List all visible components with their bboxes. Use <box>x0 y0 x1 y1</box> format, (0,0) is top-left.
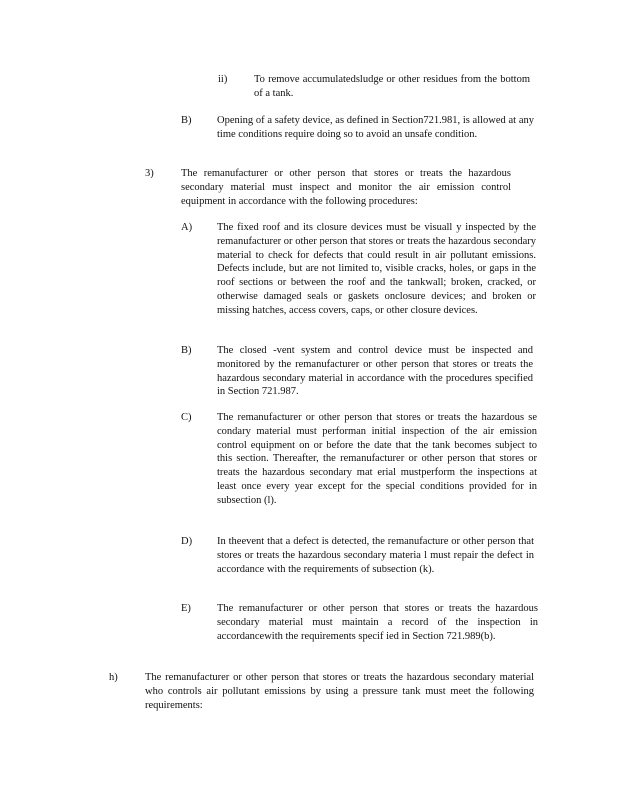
item-marker: h) <box>109 672 118 683</box>
item-marker: D) <box>181 536 193 547</box>
item-c-initial-inspection <box>181 411 537 508</box>
item-e-maintain-record <box>181 602 538 643</box>
item-text: The fixed roof and its closure devices must be visuall y inspected by the remanufacturer or other person that stores or treats the hazardous secondary material to check for defects that could result in air pollutant emissions. Defects include, but are not limited to, visible cracks, holes, or gaps in the roof sections or between the roof and the tankwall; broken, cracked, or otherwise damaged seals or gaskets onclosure devices; and broken or missing hatches, access covers, caps, or other closure devices. <box>217 222 536 316</box>
item-ii-remove-sludge <box>218 73 530 101</box>
item-d-repair-defect <box>181 535 534 576</box>
item-text: The remanufacturer or other person that stores or treats the hazardous se condary material must performan initial inspection of the air emission control equipment on or before the date that the tank becomes subject to this section. Thereafter, the remanufacturer or other person that stores or treats the hazardous secondary mat erial mustperform the inspections at least once every year except for the special conditions provided for in subsection (l). <box>217 412 537 506</box>
item-b-closed-vent <box>181 344 533 399</box>
item-a-fixed-roof <box>181 221 536 318</box>
item-marker: C) <box>181 412 192 423</box>
item-marker: B) <box>181 115 192 126</box>
item-marker: B) <box>181 345 192 356</box>
item-3-inspect-monitor <box>145 167 511 208</box>
item-text: To remove accumulatedsludge or other residues from the bottom of a tank. <box>254 74 530 99</box>
item-marker: 3) <box>145 168 154 179</box>
item-h-pressure-tank <box>109 671 534 712</box>
item-marker: E) <box>181 603 191 614</box>
item-marker: A) <box>181 222 193 233</box>
item-text: In theevent that a defect is detected, the remanufacture or other person that stores or treats the hazardous secondary materia l must repair the defect in accordance with the requirements of subsection (k). <box>217 536 534 575</box>
item-text: The remanufacturer or other person that stores or treats the hazardous secondary material must maintain a record of the inspection in accordancewith the requirements specif ied in Section 721.989(b). <box>217 603 538 642</box>
item-text: The closed -vent system and control device must be inspected and monitored by the remanufacturer or other person that stores or treats the hazardous secondary material in accordance with the procedures specified in Section 721.987. <box>217 345 533 398</box>
item-marker: ii) <box>218 74 228 85</box>
item-text: Opening of a safety device, as defined in Section721.981, is allowed at any time conditions require doing so to avoid an unsafe condition. <box>217 115 534 140</box>
item-text: The remanufacturer or other person that stores or treats the hazardous secondary material who controls air pollutant emissions by using a pressure tank must meet the following requirements: <box>145 672 534 711</box>
item-text: The remanufacturer or other person that stores or treats the hazardous secondary material must inspect and monitor the air emission control equipment in accordance with the following procedures: <box>181 168 511 207</box>
item-b-safety-device <box>181 114 534 142</box>
